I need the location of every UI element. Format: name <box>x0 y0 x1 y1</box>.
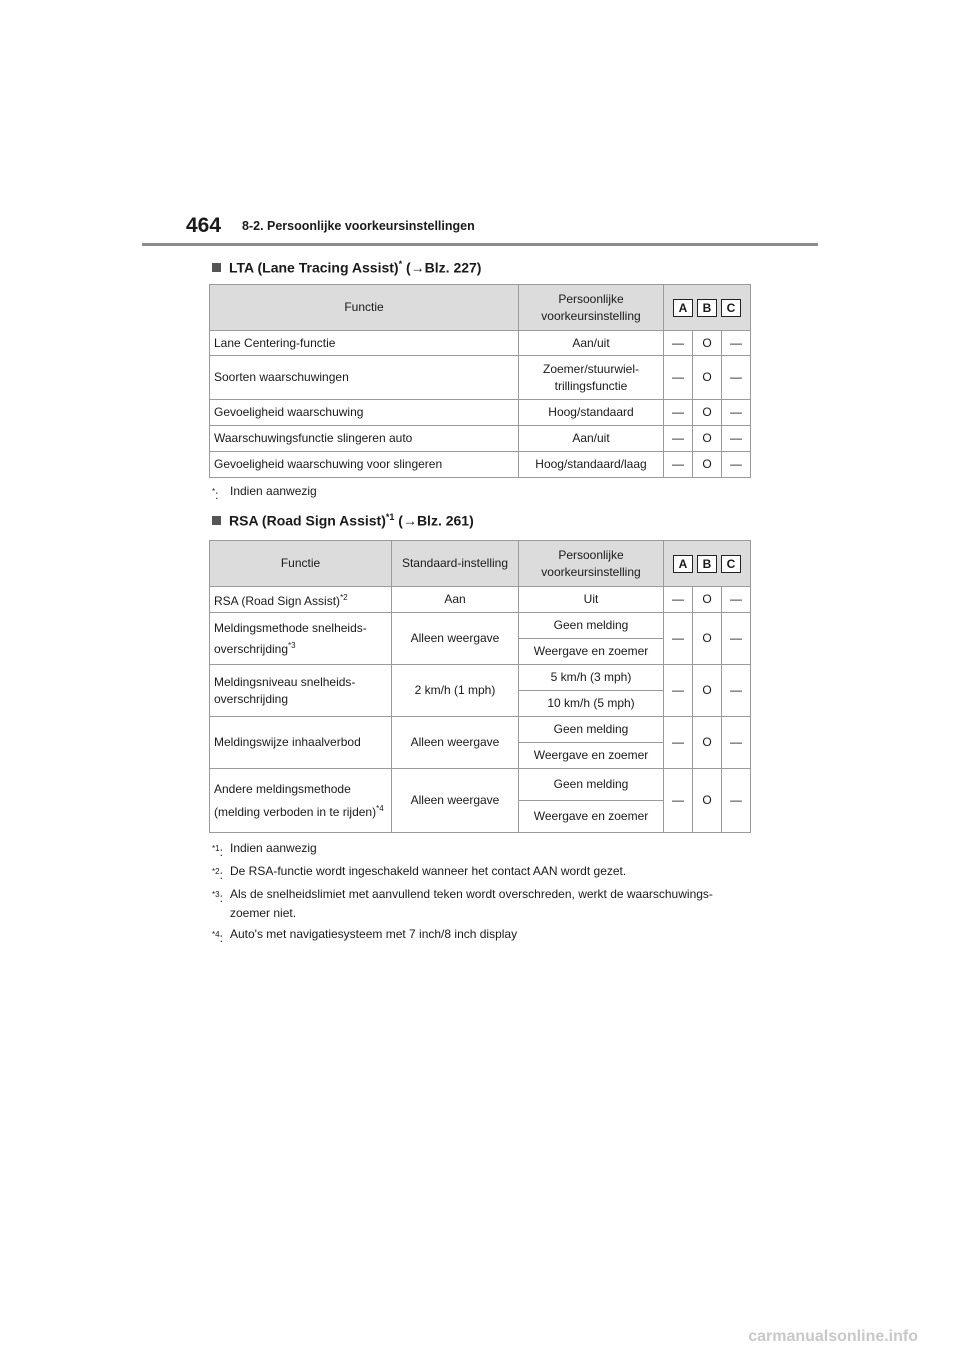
label-b-icon: B <box>697 299 717 317</box>
mark-c-cell: — <box>722 665 751 717</box>
mark-b-cell: O <box>693 400 722 426</box>
lta-header-row <box>210 285 751 331</box>
function-cell: Lane Centering-functie <box>210 331 519 356</box>
mark-b-cell: O <box>693 356 722 400</box>
mark-c-cell: — <box>722 426 751 452</box>
footnote-mark: *1 <box>212 844 220 853</box>
table-row <box>210 400 751 426</box>
function-label: RSA (Road Sign Assist) <box>214 594 341 608</box>
watermark: carmanualsonline.info <box>748 1328 918 1345</box>
mark-a-cell: — <box>664 613 693 665</box>
mark-c-cell: — <box>722 717 751 769</box>
mark-c-cell: — <box>722 769 751 833</box>
function-label: Meldingsniveau snelheids-overschrijding <box>214 674 356 706</box>
function-sup: *2 <box>340 593 348 602</box>
function-cell <box>210 613 392 665</box>
mark-a-cell: — <box>664 665 693 717</box>
option-cell: Geen melding <box>519 717 664 743</box>
mark-c-cell: — <box>722 613 751 665</box>
mark-b-cell: O <box>693 717 722 769</box>
option-cell: Weergave en zoemer <box>519 743 664 769</box>
section-title: 8-2. Persoonlijke voorkeursinstellingen <box>242 219 475 233</box>
label-a-icon: A <box>673 555 693 573</box>
mark-c-cell: — <box>722 331 751 356</box>
custom-cell: Aan/uit <box>519 426 664 452</box>
mark-b-cell: O <box>693 613 722 665</box>
mark-a-cell: — <box>664 769 693 833</box>
rsa-col-default: Standaard-instelling <box>392 541 519 587</box>
rsa-header-row <box>210 541 751 587</box>
footnote-mark: *4 <box>212 930 220 939</box>
function-label: Meldingsmethode snelheids-overschrijding <box>214 620 367 656</box>
option-cell: Geen melding <box>519 769 664 801</box>
mark-c-cell: — <box>722 452 751 478</box>
default-cell: Alleen weergave <box>392 769 519 833</box>
custom-cell: Aan/uit <box>519 331 664 356</box>
table-row <box>210 769 751 801</box>
label-b-icon: B <box>697 555 717 573</box>
mark-b-cell: O <box>693 452 722 478</box>
lta-col-custom: Persoonlijke voorkeursinstelling <box>519 285 664 331</box>
footnote-text: Indien aanwezig <box>230 484 317 498</box>
mark-a-cell: — <box>664 400 693 426</box>
mark-c-cell: — <box>722 400 751 426</box>
table-row <box>210 717 751 743</box>
function-label: Meldingswijze inhaalverbod <box>214 735 361 749</box>
lta-col-abc <box>664 285 751 331</box>
footnote-text: Indien aanwezig <box>230 841 317 855</box>
rsa-footnote-3: $^{*3}$: Als de snelheidslimiet met aanvullend teken wordt overschreden, werkt de waarschuwings-zoemer niet. <box>212 885 750 923</box>
square-bullet-icon <box>212 263 221 272</box>
function-cell <box>210 769 392 833</box>
table-row <box>210 665 751 691</box>
footnote-text: Als de snelheidslimiet met aanvullend teken wordt overschreden, werkt de waarschuwings-zoemer niet. <box>230 887 713 920</box>
lta-title: LTA (Lane Tracing Assist) <box>229 259 399 276</box>
table-row <box>210 356 751 400</box>
option-cell: Geen melding <box>519 613 664 639</box>
custom-cell: Hoog/standaard <box>519 400 664 426</box>
rsa-col-function: Functie <box>210 541 392 587</box>
table-row <box>210 331 751 356</box>
footnote-mark: * <box>212 487 216 496</box>
custom-cell: Hoog/standaard/laag <box>519 452 664 478</box>
page-number: 464 <box>186 214 222 237</box>
lta-title-sup: * <box>398 259 403 269</box>
rsa-table <box>209 540 751 833</box>
footnote-text: De RSA-functie wordt ingeschakeld wanneer het contact AAN wordt gezet. <box>230 864 627 878</box>
mark-a-cell: — <box>664 587 693 613</box>
square-bullet-icon <box>212 516 221 525</box>
default-cell: 2 km/h (1 mph) <box>392 665 519 717</box>
rsa-footnote-4: $^{*4}$: Auto's met navigatiesysteem met 7 inch/8 inch display <box>212 925 750 948</box>
function-sup: *3 <box>288 640 296 650</box>
table-row <box>210 452 751 478</box>
lta-table <box>209 284 751 478</box>
function-cell: Gevoeligheid waarschuwing voor slingeren <box>210 452 519 478</box>
mark-c-cell: — <box>722 356 751 400</box>
lta-footnote: *: Indien aanwezig <box>212 482 750 505</box>
function-cell <box>210 665 392 717</box>
footnote-mark: *3 <box>212 890 220 899</box>
header-rule <box>142 243 818 246</box>
mark-a-cell: — <box>664 717 693 769</box>
mark-b-cell: O <box>693 769 722 833</box>
rsa-col-abc <box>664 541 751 587</box>
custom-cell: Zoemer/stuurwiel-trillingsfunctie <box>519 356 664 400</box>
function-cell <box>210 717 392 769</box>
footnote-mark: *2 <box>212 867 220 876</box>
function-cell: Gevoeligheid waarschuwing <box>210 400 519 426</box>
mark-a-cell: — <box>664 426 693 452</box>
option-cell: Uit <box>519 587 664 613</box>
table-row <box>210 587 751 613</box>
rsa-title-ref: (→Blz. 261) <box>398 512 474 529</box>
table-row <box>210 426 751 452</box>
mark-b-cell: O <box>693 587 722 613</box>
table-row <box>210 613 751 639</box>
mark-c-cell: — <box>722 587 751 613</box>
option-cell: 5 km/h (3 mph) <box>519 665 664 691</box>
rsa-heading <box>212 512 474 529</box>
function-cell: Soorten waarschuwingen <box>210 356 519 400</box>
label-a-icon: A <box>673 299 693 317</box>
function-sup: *4 <box>376 803 384 813</box>
label-c-icon: C <box>721 299 741 317</box>
function-cell <box>210 587 392 613</box>
function-cell: Waarschuwingsfunctie slingeren auto <box>210 426 519 452</box>
lta-heading <box>212 259 481 276</box>
lta-col-function: Functie <box>210 285 519 331</box>
option-cell: Weergave en zoemer <box>519 639 664 665</box>
default-cell: Alleen weergave <box>392 613 519 665</box>
option-cell: 10 km/h (5 mph) <box>519 691 664 717</box>
mark-a-cell: — <box>664 452 693 478</box>
mark-b-cell: O <box>693 331 722 356</box>
rsa-footnote-2: $^{*2}$: De RSA-functie wordt ingeschakeld wanneer het contact AAN wordt gezet. <box>212 862 750 885</box>
footnote-text: Auto's met navigatiesysteem met 7 inch/8 inch display <box>230 927 518 941</box>
mark-a-cell: — <box>664 331 693 356</box>
rsa-footnote-1: $^{*1}$: Indien aanwezig <box>212 839 750 862</box>
label-c-icon: C <box>721 555 741 573</box>
lta-title-ref: (→Blz. 227) <box>406 259 482 276</box>
rsa-col-custom: Persoonlijke voorkeursinstelling <box>519 541 664 587</box>
default-cell: Aan <box>392 587 519 613</box>
default-cell: Alleen weergave <box>392 717 519 769</box>
function-label: Andere meldingsmethode (melding verboden in te rijden) <box>214 781 377 819</box>
mark-a-cell: — <box>664 356 693 400</box>
rsa-title-sup: *1 <box>385 512 395 522</box>
mark-b-cell: O <box>693 665 722 717</box>
option-cell: Weergave en zoemer <box>519 801 664 833</box>
mark-b-cell: O <box>693 426 722 452</box>
rsa-title: RSA (Road Sign Assist) <box>229 512 386 529</box>
